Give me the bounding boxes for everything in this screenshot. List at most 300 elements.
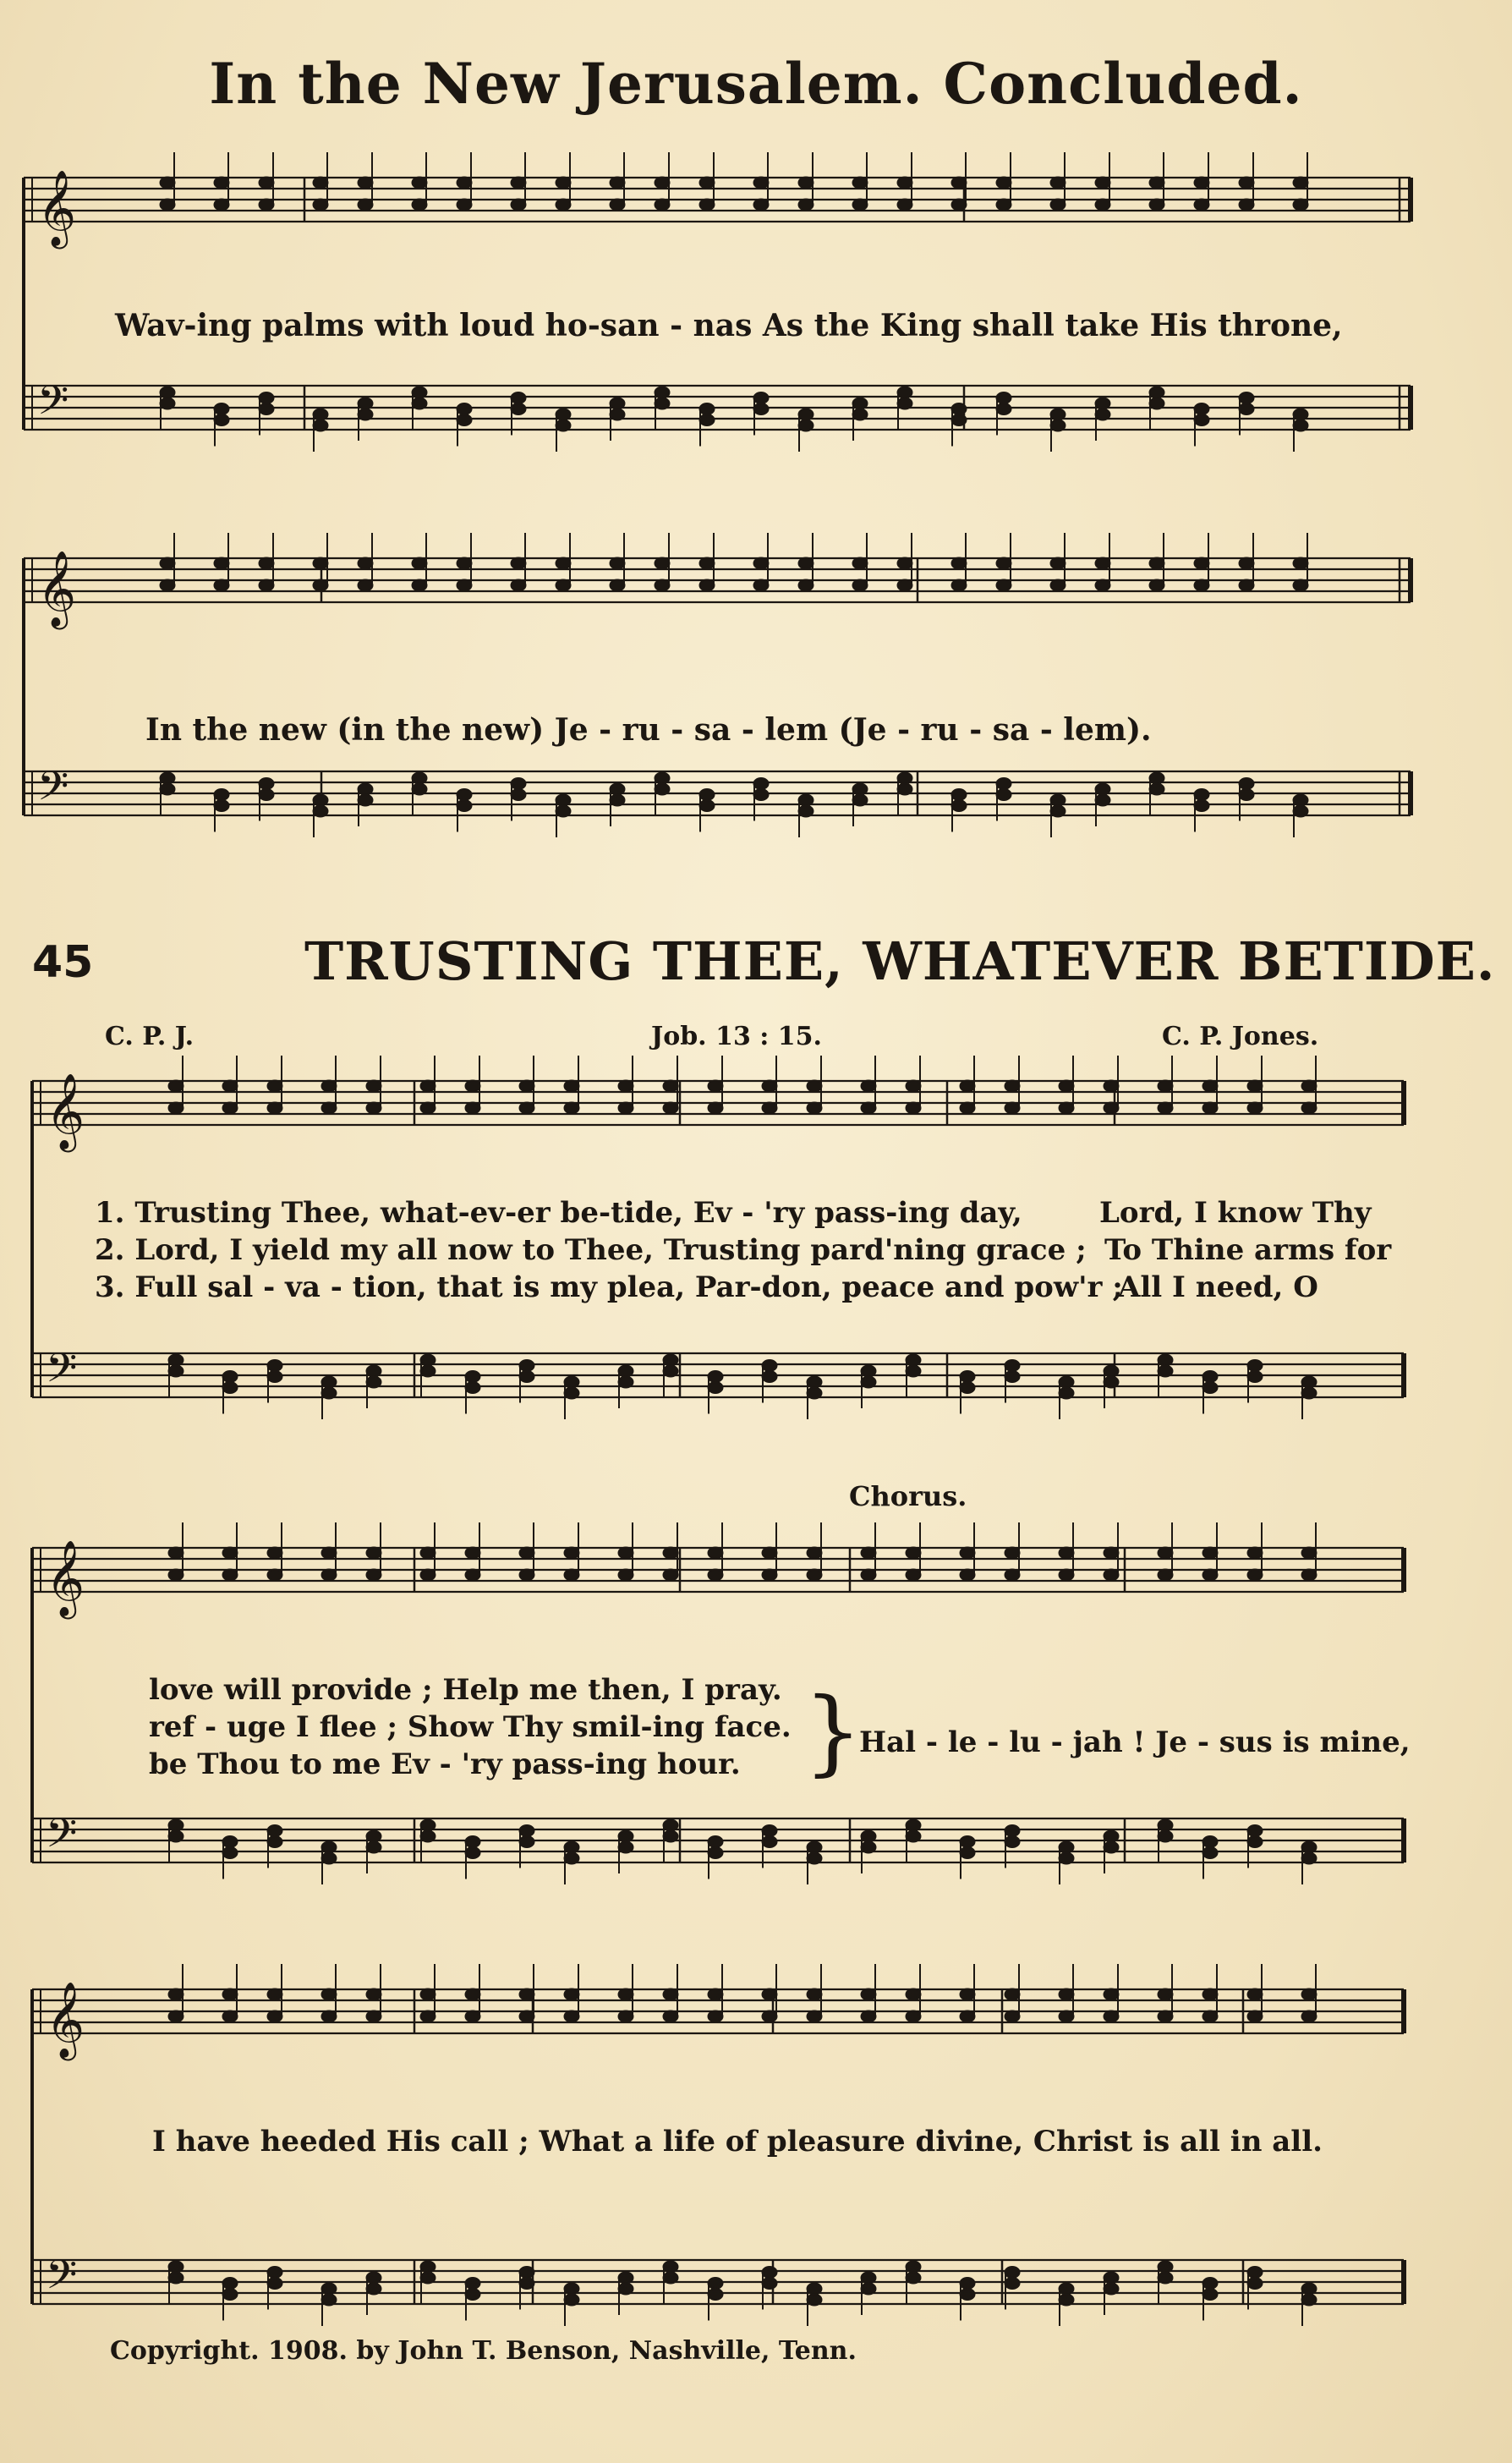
notehead bbox=[1248, 1371, 1263, 1382]
notehead bbox=[322, 2011, 337, 2022]
notehead bbox=[268, 1548, 282, 1559]
notehead bbox=[260, 403, 274, 414]
notehead bbox=[565, 2284, 579, 2295]
notehead bbox=[215, 403, 229, 414]
notehead bbox=[556, 200, 571, 211]
verse-2-line: ref - uge I flee ; Show Thy smil-ing face. bbox=[149, 1710, 792, 1744]
notehead bbox=[520, 1825, 534, 1836]
notehead bbox=[907, 1831, 921, 1842]
notehead bbox=[457, 403, 472, 414]
notehead bbox=[169, 1355, 184, 1366]
notehead bbox=[763, 1570, 777, 1581]
notehead bbox=[1203, 1548, 1218, 1559]
notehead bbox=[413, 387, 427, 398]
notehead bbox=[853, 558, 868, 569]
notehead bbox=[754, 403, 769, 414]
notehead bbox=[611, 200, 625, 211]
notehead bbox=[1096, 795, 1110, 806]
notehead bbox=[223, 1989, 238, 2000]
notehead bbox=[952, 800, 967, 811]
notehead bbox=[1294, 558, 1308, 569]
notehead bbox=[709, 1103, 723, 1114]
notehead bbox=[1104, 1103, 1119, 1114]
notehead bbox=[709, 1847, 723, 1858]
notehead bbox=[1302, 2011, 1317, 2022]
notehead bbox=[961, 1081, 975, 1092]
bass-clef-icon: 𝄢 bbox=[37, 376, 69, 434]
notehead bbox=[907, 1548, 921, 1559]
notehead bbox=[1060, 1570, 1074, 1581]
notehead bbox=[997, 403, 1011, 414]
notehead bbox=[565, 1989, 579, 2000]
notehead bbox=[907, 1570, 921, 1581]
notehead bbox=[700, 800, 715, 811]
notehead bbox=[862, 1548, 876, 1559]
notehead bbox=[763, 1360, 777, 1371]
notehead bbox=[322, 2284, 337, 2295]
notehead bbox=[367, 2011, 381, 2022]
notehead bbox=[664, 2262, 678, 2273]
chorus-line: Hal - le - lu - jah ! Je - sus is mine, bbox=[859, 1725, 1411, 1759]
notehead bbox=[421, 1548, 436, 1559]
notehead bbox=[268, 2011, 282, 2022]
notehead bbox=[898, 178, 912, 189]
notehead bbox=[952, 403, 967, 414]
notehead bbox=[655, 387, 670, 398]
notehead bbox=[709, 1081, 723, 1092]
notehead bbox=[359, 795, 373, 806]
notehead bbox=[367, 2284, 381, 2295]
notehead bbox=[565, 1081, 579, 1092]
chorus-label: Chorus. bbox=[849, 1480, 967, 1512]
notehead bbox=[1005, 1081, 1020, 1092]
notehead bbox=[1203, 2011, 1218, 2022]
notehead bbox=[421, 1366, 436, 1377]
notehead bbox=[1051, 806, 1066, 817]
notehead bbox=[1051, 795, 1066, 806]
notehead bbox=[808, 1548, 822, 1559]
notehead bbox=[754, 178, 769, 189]
notehead bbox=[853, 409, 868, 420]
notehead bbox=[1159, 1366, 1173, 1377]
notehead bbox=[1195, 178, 1209, 189]
notehead bbox=[421, 1355, 436, 1366]
notehead bbox=[997, 789, 1011, 800]
notehead bbox=[853, 580, 868, 591]
notehead bbox=[808, 1103, 822, 1114]
notehead bbox=[268, 1836, 282, 1847]
notehead bbox=[799, 580, 814, 591]
verse-1-line: Lord, I know Thy bbox=[1099, 1196, 1372, 1230]
notehead bbox=[161, 387, 175, 398]
notehead bbox=[169, 2273, 184, 2284]
notehead bbox=[520, 1081, 534, 1092]
notehead bbox=[223, 1836, 238, 1847]
notehead bbox=[898, 580, 912, 591]
notehead bbox=[754, 392, 769, 403]
notehead bbox=[565, 1570, 579, 1581]
notehead bbox=[367, 1831, 381, 1842]
notehead bbox=[1104, 1842, 1119, 1853]
notehead bbox=[1096, 178, 1110, 189]
notehead bbox=[367, 2273, 381, 2284]
notehead bbox=[223, 1570, 238, 1581]
notehead bbox=[223, 1548, 238, 1559]
notehead bbox=[1248, 2011, 1263, 2022]
notehead bbox=[1302, 1853, 1317, 1864]
notehead bbox=[907, 2262, 921, 2273]
notehead bbox=[907, 1820, 921, 1831]
notehead bbox=[1005, 2011, 1020, 2022]
notehead bbox=[556, 558, 571, 569]
notehead bbox=[1240, 392, 1254, 403]
notehead bbox=[1060, 1989, 1074, 2000]
notehead bbox=[1294, 200, 1308, 211]
notehead bbox=[862, 1377, 876, 1388]
notehead bbox=[763, 1825, 777, 1836]
notehead bbox=[853, 398, 868, 409]
notehead bbox=[961, 2011, 975, 2022]
notehead bbox=[619, 1831, 633, 1842]
notehead bbox=[1104, 1081, 1119, 1092]
notehead bbox=[565, 1853, 579, 1864]
notehead bbox=[169, 1081, 184, 1092]
notehead bbox=[520, 2267, 534, 2278]
notehead bbox=[862, 1831, 876, 1842]
notehead bbox=[1248, 1989, 1263, 2000]
notehead bbox=[1005, 1825, 1020, 1836]
notehead bbox=[367, 1842, 381, 1853]
notehead bbox=[223, 1371, 238, 1382]
notehead bbox=[754, 778, 769, 789]
notehead bbox=[520, 1371, 534, 1382]
notehead bbox=[1203, 1989, 1218, 2000]
notehead bbox=[1294, 420, 1308, 431]
notehead bbox=[1104, 2284, 1119, 2295]
notehead bbox=[1195, 800, 1209, 811]
notehead bbox=[664, 2273, 678, 2284]
notehead bbox=[1248, 2267, 1263, 2278]
notehead bbox=[997, 558, 1011, 569]
notehead bbox=[223, 2278, 238, 2289]
notehead bbox=[322, 1570, 337, 1581]
notehead bbox=[1240, 789, 1254, 800]
notehead bbox=[1195, 414, 1209, 425]
notehead bbox=[1060, 1103, 1074, 1114]
notehead bbox=[268, 1103, 282, 1114]
notehead bbox=[1302, 1103, 1317, 1114]
notehead bbox=[565, 2011, 579, 2022]
hymn-title: TRUSTING THEE, WHATEVER BETIDE. bbox=[304, 930, 1496, 992]
notehead bbox=[808, 1842, 822, 1853]
notehead bbox=[1104, 1570, 1119, 1581]
bass-clef-icon: 𝄢 bbox=[46, 1809, 78, 1867]
notehead bbox=[808, 2011, 822, 2022]
notehead bbox=[223, 1081, 238, 1092]
notehead bbox=[556, 795, 571, 806]
notehead bbox=[664, 1081, 678, 1092]
notehead bbox=[161, 398, 175, 409]
notehead bbox=[1248, 1548, 1263, 1559]
notehead bbox=[1159, 1989, 1173, 2000]
treble-clef-icon: 𝄞 bbox=[46, 1982, 85, 2058]
notehead bbox=[1060, 1853, 1074, 1864]
notehead bbox=[1302, 1388, 1317, 1399]
notehead bbox=[260, 200, 274, 211]
notehead bbox=[322, 1853, 337, 1864]
notehead bbox=[520, 1836, 534, 1847]
scripture-reference: Job. 13 : 15. bbox=[651, 1022, 822, 1051]
notehead bbox=[664, 1548, 678, 1559]
notehead bbox=[1302, 1842, 1317, 1853]
lyric-line: Wav-ing palms with loud ho-san - nas As the King shall take His throne, bbox=[115, 308, 1343, 343]
notehead bbox=[421, 1820, 436, 1831]
notehead bbox=[466, 2289, 480, 2300]
notehead bbox=[565, 1842, 579, 1853]
notehead bbox=[520, 2011, 534, 2022]
notehead bbox=[367, 1081, 381, 1092]
notehead bbox=[1302, 2295, 1317, 2306]
notehead bbox=[1060, 2295, 1074, 2306]
notehead bbox=[898, 773, 912, 784]
notehead bbox=[1005, 2267, 1020, 2278]
notehead bbox=[997, 778, 1011, 789]
notehead bbox=[1005, 1371, 1020, 1382]
notehead bbox=[619, 1377, 633, 1388]
notehead bbox=[223, 2011, 238, 2022]
notehead bbox=[359, 200, 373, 211]
notehead bbox=[169, 1548, 184, 1559]
notehead bbox=[1248, 1103, 1263, 1114]
notehead bbox=[161, 558, 175, 569]
notehead bbox=[466, 1836, 480, 1847]
notehead bbox=[1203, 2278, 1218, 2289]
notehead bbox=[1005, 1989, 1020, 2000]
notehead bbox=[997, 580, 1011, 591]
notehead bbox=[1294, 806, 1308, 817]
notehead bbox=[961, 1836, 975, 1847]
notehead bbox=[898, 398, 912, 409]
notehead bbox=[223, 1103, 238, 1114]
notehead bbox=[169, 1831, 184, 1842]
notehead bbox=[961, 1371, 975, 1382]
notehead bbox=[1051, 580, 1066, 591]
notehead bbox=[421, 1989, 436, 2000]
notehead bbox=[421, 2262, 436, 2273]
notehead bbox=[268, 1989, 282, 2000]
bass-clef-icon: 𝄢 bbox=[46, 1344, 78, 1402]
notehead bbox=[664, 1366, 678, 1377]
notehead bbox=[520, 1360, 534, 1371]
notehead bbox=[457, 580, 472, 591]
notehead bbox=[466, 1548, 480, 1559]
notehead bbox=[655, 773, 670, 784]
notehead bbox=[961, 1103, 975, 1114]
notehead bbox=[1051, 420, 1066, 431]
notehead bbox=[1096, 784, 1110, 795]
notehead bbox=[520, 1989, 534, 2000]
notehead bbox=[413, 558, 427, 569]
notehead bbox=[413, 580, 427, 591]
notehead bbox=[611, 784, 625, 795]
notehead bbox=[997, 200, 1011, 211]
notehead bbox=[466, 1847, 480, 1858]
notehead bbox=[961, 1847, 975, 1858]
notehead bbox=[862, 2284, 876, 2295]
notehead bbox=[898, 784, 912, 795]
notehead bbox=[862, 1081, 876, 1092]
notehead bbox=[1051, 178, 1066, 189]
notehead bbox=[1060, 1081, 1074, 1092]
notehead bbox=[322, 1081, 337, 1092]
notehead bbox=[619, 2011, 633, 2022]
notehead bbox=[1005, 1103, 1020, 1114]
notehead bbox=[314, 178, 328, 189]
notehead bbox=[907, 1355, 921, 1366]
notehead bbox=[359, 784, 373, 795]
notehead bbox=[1195, 200, 1209, 211]
notehead bbox=[700, 414, 715, 425]
notehead bbox=[1294, 795, 1308, 806]
notehead bbox=[611, 795, 625, 806]
notehead bbox=[520, 1548, 534, 1559]
notehead bbox=[709, 1989, 723, 2000]
notehead bbox=[700, 580, 715, 591]
notehead bbox=[1248, 1836, 1263, 1847]
notehead bbox=[367, 1570, 381, 1581]
bass-clef-icon: 𝄢 bbox=[46, 2251, 78, 2308]
notehead bbox=[763, 2011, 777, 2022]
notehead bbox=[268, 1825, 282, 1836]
notehead bbox=[556, 178, 571, 189]
notehead bbox=[611, 409, 625, 420]
notehead bbox=[655, 558, 670, 569]
notehead bbox=[367, 1377, 381, 1388]
notehead bbox=[1104, 1548, 1119, 1559]
notehead bbox=[664, 2011, 678, 2022]
notehead bbox=[709, 2011, 723, 2022]
notehead bbox=[907, 1103, 921, 1114]
notehead bbox=[898, 387, 912, 398]
notehead bbox=[223, 1847, 238, 1858]
notehead bbox=[853, 200, 868, 211]
notehead bbox=[1240, 178, 1254, 189]
notehead bbox=[799, 806, 814, 817]
notehead bbox=[808, 1570, 822, 1581]
notehead bbox=[664, 1831, 678, 1842]
notehead bbox=[1096, 409, 1110, 420]
notehead bbox=[457, 789, 472, 800]
notehead bbox=[161, 580, 175, 591]
notehead bbox=[512, 580, 526, 591]
notehead bbox=[763, 1371, 777, 1382]
notehead bbox=[1104, 1831, 1119, 1842]
page-title: In the New Jerusalem. Concluded. bbox=[209, 51, 1303, 117]
notehead bbox=[421, 1081, 436, 1092]
notehead bbox=[754, 558, 769, 569]
notehead bbox=[1051, 409, 1066, 420]
notehead bbox=[421, 1103, 436, 1114]
notehead bbox=[1159, 1548, 1173, 1559]
notehead bbox=[1150, 387, 1164, 398]
notehead bbox=[421, 1570, 436, 1581]
notehead bbox=[322, 1377, 337, 1388]
notehead bbox=[1096, 398, 1110, 409]
notehead bbox=[709, 2278, 723, 2289]
notehead bbox=[655, 784, 670, 795]
notehead bbox=[1248, 2278, 1263, 2289]
notehead bbox=[215, 414, 229, 425]
notehead bbox=[1203, 1382, 1218, 1393]
notehead bbox=[169, 1103, 184, 1114]
notehead bbox=[466, 1570, 480, 1581]
notehead bbox=[1240, 580, 1254, 591]
notehead bbox=[215, 178, 229, 189]
notehead bbox=[268, 1360, 282, 1371]
notehead bbox=[952, 178, 967, 189]
notehead bbox=[314, 558, 328, 569]
notehead bbox=[952, 558, 967, 569]
notehead bbox=[1051, 558, 1066, 569]
bass-clef-icon: 𝄢 bbox=[37, 762, 69, 820]
notehead bbox=[1060, 2011, 1074, 2022]
notehead bbox=[314, 806, 328, 817]
notehead bbox=[898, 558, 912, 569]
notehead bbox=[1294, 409, 1308, 420]
notehead bbox=[359, 178, 373, 189]
notehead bbox=[1302, 1548, 1317, 1559]
notehead bbox=[907, 1989, 921, 2000]
notehead bbox=[1195, 580, 1209, 591]
notehead bbox=[961, 2289, 975, 2300]
notehead bbox=[1302, 1081, 1317, 1092]
notehead bbox=[161, 200, 175, 211]
notehead bbox=[1096, 200, 1110, 211]
notehead bbox=[961, 1382, 975, 1393]
notehead bbox=[808, 1388, 822, 1399]
notehead bbox=[1005, 1836, 1020, 1847]
notehead bbox=[655, 178, 670, 189]
notehead bbox=[1096, 580, 1110, 591]
notehead bbox=[709, 1836, 723, 1847]
notehead bbox=[655, 398, 670, 409]
notehead bbox=[466, 1989, 480, 2000]
verse-3-line: be Thou to me Ev - 'ry pass-ing hour. bbox=[149, 1747, 741, 1781]
notehead bbox=[1060, 1842, 1074, 1853]
notehead bbox=[1150, 178, 1164, 189]
notehead bbox=[853, 784, 868, 795]
notehead bbox=[260, 558, 274, 569]
notehead bbox=[367, 1989, 381, 2000]
notehead bbox=[1150, 784, 1164, 795]
notehead bbox=[619, 1081, 633, 1092]
notehead bbox=[260, 789, 274, 800]
notehead bbox=[907, 2011, 921, 2022]
notehead bbox=[556, 806, 571, 817]
notehead bbox=[359, 409, 373, 420]
notehead bbox=[808, 2284, 822, 2295]
notehead bbox=[1104, 2011, 1119, 2022]
notehead bbox=[556, 580, 571, 591]
notehead bbox=[215, 800, 229, 811]
notehead bbox=[961, 1570, 975, 1581]
notehead bbox=[1060, 1377, 1074, 1388]
notehead bbox=[907, 2273, 921, 2284]
notehead bbox=[763, 1836, 777, 1847]
notehead bbox=[169, 1989, 184, 2000]
hymn-number: 45 bbox=[32, 937, 94, 988]
notehead bbox=[359, 558, 373, 569]
